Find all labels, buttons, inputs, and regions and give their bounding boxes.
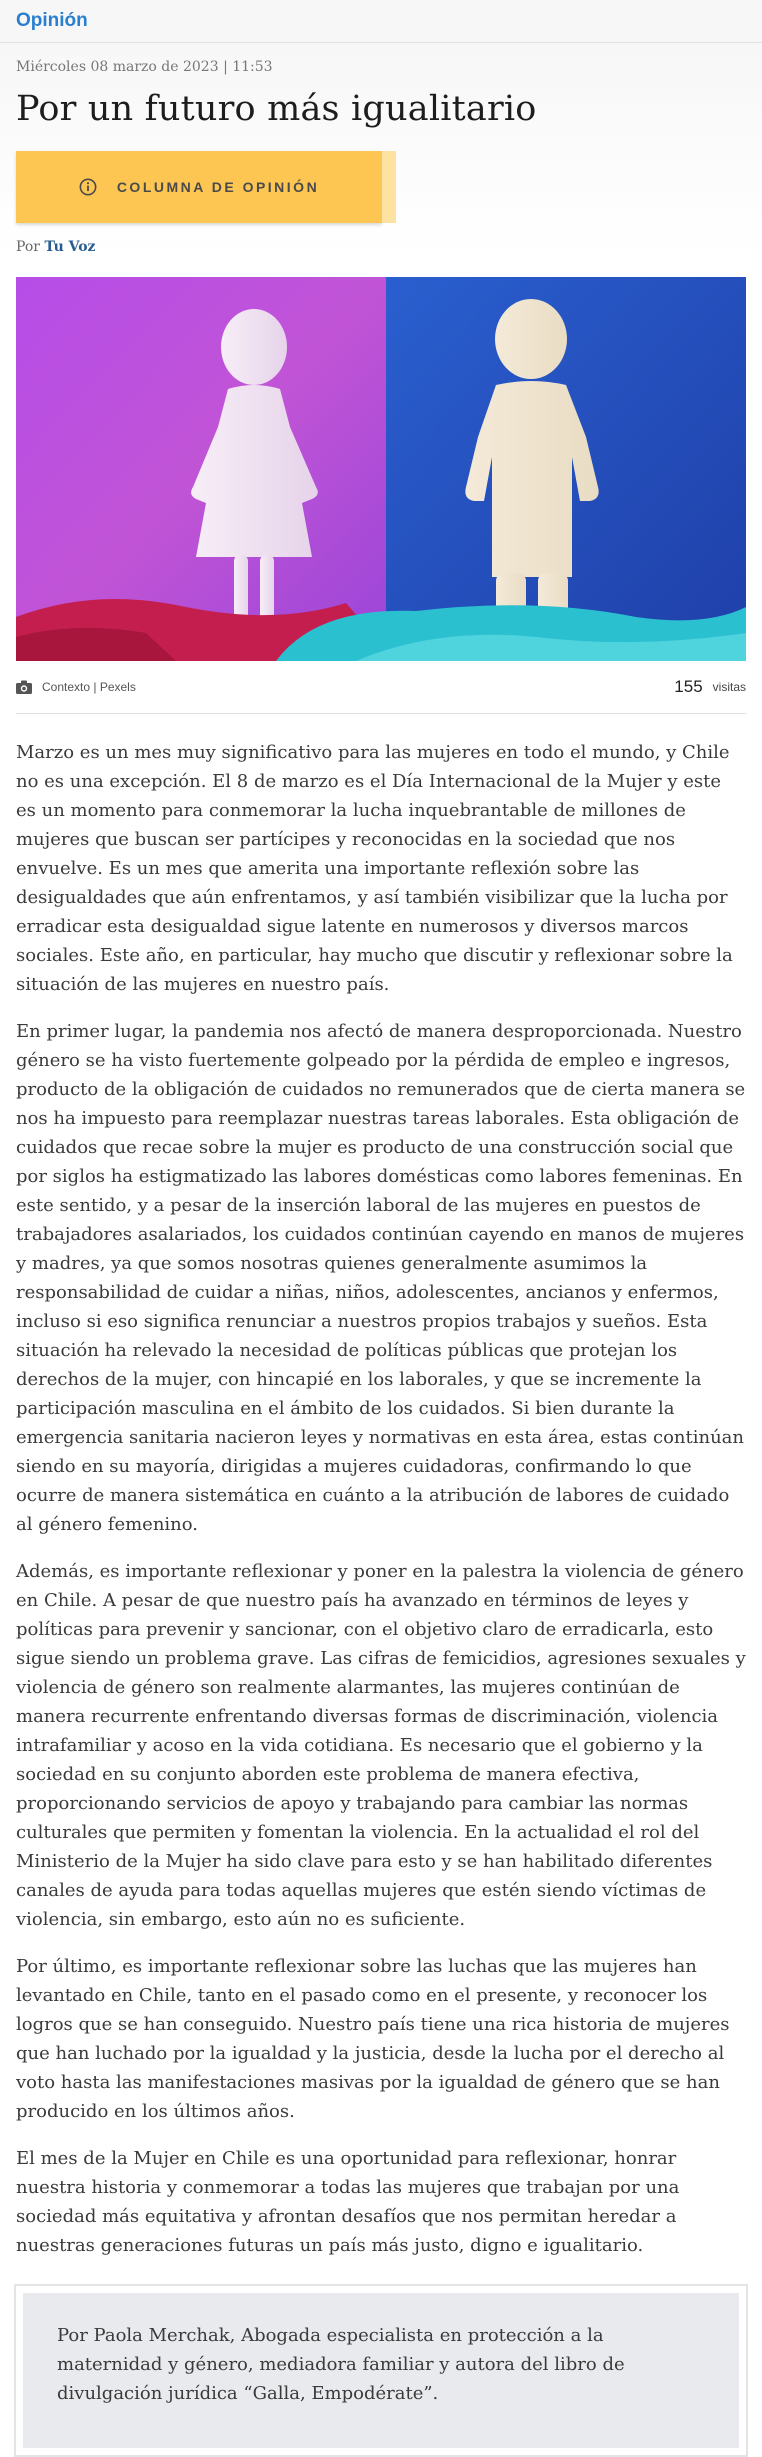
gender-figures-illustration [16, 277, 746, 661]
badge-tab [382, 151, 396, 223]
camera-icon [16, 680, 32, 694]
visits-count: 155 [674, 677, 703, 696]
info-icon [79, 178, 97, 196]
opinion-column-badge[interactable] [16, 151, 382, 223]
paragraph: Además, es importante reflexionar y poner en la palestra la violencia de género en Chile. A pesar de que nuestro país ha avanzado en términos de leyes y políticas para prevenir y sancionar, con el objetivo claro de erradicarla, esto sigue siendo un problema grave. Las cifras de femicidios, agresiones sexuales y violencia de género son realmente alarmantes, las mujeres continúan de manera recurrente enfrentando diversas formas de discriminación, violencia intrafamiliar y acoso en la vida cotidiana. Es necesario que el gobierno y la sociedad en su conjunto aborden este problema de manera efectiva, proporcionando servicios de apoyo y trabajando para cambiar las normas culturales que permiten y fomentan la violencia. En la actualidad el rol del Ministerio de la Mujer ha sido clave para esto y se han habilitado diferentes canales de ayuda para todas aquellas mujeres que estén siendo víctimas de violencia, sin embargo, esto aún no es suficiente. [16, 1561, 746, 1930]
visits-label: visitas [712, 680, 746, 694]
author-bio: Por Paola Merchak, Abogada especialista en protección a la maternidad y género, mediadora familiar y autora del libro de divulgación jurídica “Galla, Empodérate”. [57, 2325, 625, 2404]
image-caption: Contexto | Pexels [42, 680, 136, 694]
image-caption-row [16, 661, 746, 714]
author-bio-box [14, 2284, 748, 2457]
paragraph: El mes de la Mujer en Chile es una oportunidad para reflexionar, honrar nuestra historia y conmemorar a todas las mujeres que trabajan por una sociedad más equitativa y afrontan desafíos que nos permitan heredar a nuestras generaciones futuras un país más justo, digno e igualitario. [16, 2148, 680, 2256]
paragraph: En primer lugar, la pandemia nos afectó de manera desproporcionada. Nuestro género se ha visto fuertemente golpeado por la pérdida de empleo e ingresos, producto de la obligación de cuidados no remunerados que de cierta manera se nos ha impuesto para reemplazar nuestras tareas laborales. Esta obligación de cuidados que recae sobre la mujer es producto de una construcción social que por siglos ha estigmatizado las labores domésticas como labores femeninas. En este sentido, y a pesar de la inserción laboral de las mujeres en puestos de trabajadores asalariados, los cuidados continúan cayendo en manos de mujeres y madres, ya que somos nosotras quienes generalmente asumimos la responsabilidad de cuidar a niñas, niños, adolescentes, ancianos y enfermos, incluso si eso significa renunciar a nuestros propios trabajos y sueños. Esta situación ha relevado la necesidad de políticas públicas que protejan los derechos de la mujer, con hincapié en los laborales, y que se incremente la participación masculina en el ámbito de los cuidados. Si bien durante la emergencia sanitaria nacieron leyes y normativas en esta área, estas continúan siendo en su mayoría, dirigidas a mujeres cuidadoras, confirmando lo que ocurre de manera sistemática en cuánto a la atribución de labores de cuidado al género femenino. [16, 1021, 746, 1535]
author-link[interactable]: Tu Voz [44, 239, 96, 255]
section-link-opinion[interactable]: Opinión [16, 10, 88, 31]
top-bar [0, 0, 762, 43]
article-body [0, 738, 762, 2260]
badge-label: COLUMNA DE OPINIÓN [116, 179, 320, 195]
author-prefix: Por [16, 239, 40, 255]
article-date: Miércoles 08 marzo de 2023 | 11:53 [16, 59, 273, 75]
hero-image [16, 277, 746, 661]
paragraph: Marzo es un mes muy significativo para las mujeres en todo el mundo, y Chile no es una excepción. El 8 de marzo es el Día Internacional de la Mujer y este es un momento para conmemorar la lucha inquebrantable de millones de mujeres que buscan ser partícipes y reconocidas en la sociedad que nos envuelve. Es un mes que amerita una importante reflexión sobre las desigualdades que aún enfrentamos, y así también visibilizar que la lucha por erradicar esta desigualdad sigue latente en numerosos y diversos marcos sociales. Este año, en particular, hay mucho que discutir y reflexionar sobre la situación de las mujeres en nuestro país. [16, 742, 733, 995]
author-line [16, 239, 746, 255]
paragraph: Por último, es importante reflexionar sobre las luchas que las mujeres han levantado en Chile, tanto en el pasado como en el presente, y reconocer los logros que se han conseguido. Nuestro país tiene una rica historia de mujeres que han luchado por la igualdad y la justicia, desde la lucha por el derecho al voto hasta las manifestaciones masivas por la igualdad de género que se han producido en los últimos años. [16, 1956, 730, 2122]
article-header [0, 43, 762, 255]
page-title: Por un futuro más igualitario [16, 89, 537, 129]
author-bio-inner [23, 2293, 739, 2448]
